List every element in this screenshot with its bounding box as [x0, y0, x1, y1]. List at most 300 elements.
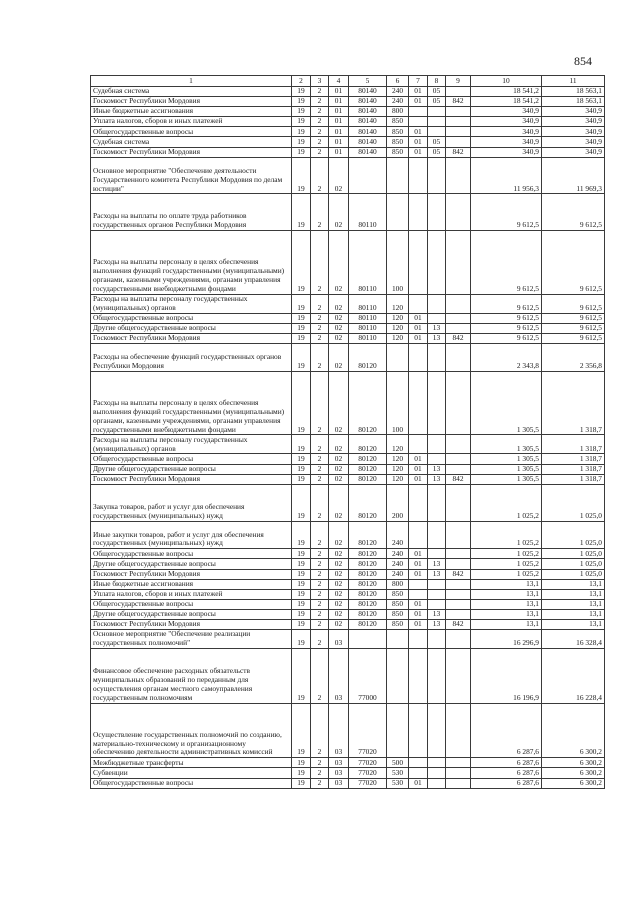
- table-row: [91, 435, 605, 454]
- cell-direction: 80120: [349, 474, 387, 484]
- cell-amount-year-1: 340,9: [471, 147, 542, 157]
- cell-section: 01: [409, 323, 428, 333]
- cell-program: 2: [311, 778, 329, 788]
- cell-grbs: 19: [292, 758, 311, 768]
- cell-description: Расходы на обеспечение функций государственных органов Республики Мордовия: [91, 344, 292, 372]
- cell-department: [446, 609, 471, 619]
- cell-amount-year-1: 340,9: [471, 117, 542, 127]
- cell-department: 842: [446, 147, 471, 157]
- cell-amount-year-2: 2 356,8: [542, 344, 605, 372]
- table-row: [91, 609, 605, 619]
- cell-grbs: 19: [292, 454, 311, 464]
- cell-section: 01: [409, 464, 428, 474]
- cell-subsection: [428, 344, 446, 372]
- cell-direction: [349, 630, 387, 649]
- table-row: [91, 117, 605, 127]
- cell-direction: 80120: [349, 599, 387, 609]
- cell-direction: 80120: [349, 435, 387, 454]
- cell-grbs: 19: [292, 147, 311, 157]
- cell-expense-type: 240: [387, 521, 409, 549]
- cell-section: [409, 344, 428, 372]
- cell-section: [409, 194, 428, 231]
- cell-amount-year-2: 13,1: [542, 599, 605, 609]
- cell-program: 2: [311, 147, 329, 157]
- cell-subprogram: 02: [329, 579, 349, 589]
- table-row: [91, 589, 605, 599]
- cell-direction: 80120: [349, 620, 387, 630]
- cell-expense-type: 240: [387, 87, 409, 97]
- cell-subsection: [428, 117, 446, 127]
- cell-expense-type: 850: [387, 599, 409, 609]
- cell-amount-year-2: 1 318,7: [542, 435, 605, 454]
- cell-description: Основное мероприятие "Обеспечение деятельности Государственного комитета Республики Мордовия по делам юстиции": [91, 157, 292, 194]
- cell-section: [409, 107, 428, 117]
- cell-direction: 80120: [349, 464, 387, 474]
- cell-section: [409, 758, 428, 768]
- cell-section: 01: [409, 147, 428, 157]
- cell-expense-type: [387, 194, 409, 231]
- table-row: [91, 758, 605, 768]
- cell-grbs: 19: [292, 107, 311, 117]
- cell-department: [446, 313, 471, 323]
- cell-direction: 77020: [349, 778, 387, 788]
- cell-program: 2: [311, 313, 329, 323]
- cell-expense-type: [387, 703, 409, 758]
- cell-description: Госкомюст Республики Мордовия: [91, 333, 292, 343]
- cell-amount-year-1: 9 612,5: [471, 313, 542, 323]
- cell-amount-year-1: 9 612,5: [471, 194, 542, 231]
- cell-grbs: 19: [292, 589, 311, 599]
- cell-program: 2: [311, 484, 329, 521]
- cell-section: [409, 649, 428, 704]
- cell-amount-year-2: 9 612,5: [542, 323, 605, 333]
- cell-amount-year-1: 13,1: [471, 579, 542, 589]
- cell-program: 2: [311, 344, 329, 372]
- cell-subsection: [428, 778, 446, 788]
- column-header-grbs: 2: [292, 76, 311, 87]
- cell-subprogram: 02: [329, 333, 349, 343]
- cell-subprogram: 01: [329, 117, 349, 127]
- cell-subsection: [428, 107, 446, 117]
- budget-table: [90, 75, 605, 789]
- cell-program: 2: [311, 107, 329, 117]
- cell-expense-type: [387, 344, 409, 372]
- table-row: [91, 559, 605, 569]
- table-row: [91, 630, 605, 649]
- cell-description: Осуществление государственных полномочий по созданию, материально-техническому и организационному обеспечению деятельности административных комиссий: [91, 703, 292, 758]
- cell-subsection: 13: [428, 559, 446, 569]
- cell-department: [446, 117, 471, 127]
- cell-description: Расходы на выплаты персоналу в целях обеспечения выполнения функций государственными (муниципальными) органами, казенными учреждениями, органами управления государственными внебюджетными фондами: [91, 231, 292, 295]
- cell-program: 2: [311, 549, 329, 559]
- cell-amount-year-2: 6 300,2: [542, 778, 605, 788]
- cell-department: [446, 521, 471, 549]
- cell-description: Другие общегосударственные вопросы: [91, 323, 292, 333]
- cell-amount-year-2: 9 612,5: [542, 313, 605, 323]
- cell-department: [446, 107, 471, 117]
- cell-amount-year-2: 9 612,5: [542, 194, 605, 231]
- cell-subprogram: 03: [329, 778, 349, 788]
- cell-grbs: 19: [292, 484, 311, 521]
- cell-section: 01: [409, 87, 428, 97]
- table-row: [91, 768, 605, 778]
- cell-program: 2: [311, 768, 329, 778]
- cell-subprogram: 03: [329, 758, 349, 768]
- cell-direction: 80110: [349, 313, 387, 323]
- cell-department: [446, 87, 471, 97]
- cell-department: [446, 703, 471, 758]
- cell-department: [446, 294, 471, 313]
- cell-direction: 80120: [349, 609, 387, 619]
- cell-amount-year-2: 340,9: [542, 137, 605, 147]
- cell-description: Общегосударственные вопросы: [91, 549, 292, 559]
- cell-program: 2: [311, 231, 329, 295]
- cell-expense-type: 850: [387, 147, 409, 157]
- cell-description: Субвенции: [91, 768, 292, 778]
- cell-direction: 80120: [349, 559, 387, 569]
- cell-department: [446, 157, 471, 194]
- cell-direction: 80140: [349, 117, 387, 127]
- cell-amount-year-1: 13,1: [471, 620, 542, 630]
- column-header-section: 7: [409, 76, 428, 87]
- cell-section: 01: [409, 333, 428, 343]
- cell-expense-type: 100: [387, 371, 409, 435]
- cell-expense-type: 120: [387, 294, 409, 313]
- cell-amount-year-1: 2 343,8: [471, 344, 542, 372]
- cell-subsection: [428, 703, 446, 758]
- cell-grbs: 19: [292, 768, 311, 778]
- cell-description: Межбюджетные трансферты: [91, 758, 292, 768]
- cell-program: 2: [311, 758, 329, 768]
- cell-amount-year-2: 13,1: [542, 579, 605, 589]
- cell-subsection: [428, 768, 446, 778]
- cell-department: [446, 768, 471, 778]
- cell-program: 2: [311, 589, 329, 599]
- cell-subsection: 13: [428, 464, 446, 474]
- cell-grbs: 19: [292, 313, 311, 323]
- cell-direction: 80110: [349, 333, 387, 343]
- cell-grbs: 19: [292, 609, 311, 619]
- cell-amount-year-1: 9 612,5: [471, 333, 542, 343]
- column-header-program: 3: [311, 76, 329, 87]
- table-row: [91, 294, 605, 313]
- cell-grbs: 19: [292, 97, 311, 107]
- cell-amount-year-1: 13,1: [471, 599, 542, 609]
- cell-program: 2: [311, 464, 329, 474]
- table-row: [91, 147, 605, 157]
- cell-program: 2: [311, 703, 329, 758]
- cell-description: Уплата налогов, сборов и иных платежей: [91, 589, 292, 599]
- cell-grbs: 19: [292, 294, 311, 313]
- table-row: [91, 778, 605, 788]
- cell-description: Закупка товаров, работ и услуг для обеспечения государственных (муниципальных) нужд: [91, 484, 292, 521]
- cell-subprogram: 01: [329, 87, 349, 97]
- cell-description: Госкомюст Республики Мордовия: [91, 620, 292, 630]
- cell-grbs: 19: [292, 117, 311, 127]
- cell-grbs: 19: [292, 157, 311, 194]
- cell-subprogram: 02: [329, 344, 349, 372]
- cell-amount-year-2: 1 025,0: [542, 549, 605, 559]
- column-header-amount-year-2: 11: [542, 76, 605, 87]
- cell-direction: 80140: [349, 107, 387, 117]
- cell-description: Общегосударственные вопросы: [91, 127, 292, 137]
- column-header-amount-year-1: 10: [471, 76, 542, 87]
- cell-amount-year-1: 6 287,6: [471, 778, 542, 788]
- cell-description: Расходы на выплаты персоналу государственных (муниципальных) органов: [91, 435, 292, 454]
- cell-amount-year-1: 6 287,6: [471, 768, 542, 778]
- table-row: [91, 521, 605, 549]
- cell-section: [409, 630, 428, 649]
- cell-amount-year-2: 1 025,0: [542, 559, 605, 569]
- cell-amount-year-1: 18 541,2: [471, 87, 542, 97]
- cell-program: 2: [311, 521, 329, 549]
- cell-amount-year-1: 13,1: [471, 609, 542, 619]
- cell-amount-year-2: 11 969,3: [542, 157, 605, 194]
- cell-subprogram: 03: [329, 768, 349, 778]
- cell-department: [446, 630, 471, 649]
- cell-section: [409, 231, 428, 295]
- cell-direction: 80140: [349, 87, 387, 97]
- table-row: [91, 703, 605, 758]
- column-header-direction: 5: [349, 76, 387, 87]
- cell-amount-year-1: 1 025,2: [471, 549, 542, 559]
- cell-grbs: 19: [292, 569, 311, 579]
- cell-section: 01: [409, 569, 428, 579]
- cell-amount-year-1: 340,9: [471, 127, 542, 137]
- cell-department: [446, 559, 471, 569]
- cell-grbs: 19: [292, 559, 311, 569]
- cell-subsection: [428, 313, 446, 323]
- cell-amount-year-2: 6 300,2: [542, 703, 605, 758]
- cell-expense-type: 120: [387, 474, 409, 484]
- cell-amount-year-1: 11 956,3: [471, 157, 542, 194]
- cell-amount-year-1: 1 025,2: [471, 569, 542, 579]
- cell-description: Общегосударственные вопросы: [91, 454, 292, 464]
- cell-section: [409, 579, 428, 589]
- cell-subprogram: 02: [329, 435, 349, 454]
- cell-subprogram: 02: [329, 294, 349, 313]
- cell-amount-year-1: 340,9: [471, 107, 542, 117]
- cell-subprogram: 02: [329, 231, 349, 295]
- cell-expense-type: 850: [387, 609, 409, 619]
- cell-expense-type: 200: [387, 484, 409, 521]
- cell-amount-year-1: 9 612,5: [471, 323, 542, 333]
- table-row: [91, 579, 605, 589]
- cell-grbs: 19: [292, 474, 311, 484]
- cell-amount-year-2: 9 612,5: [542, 333, 605, 343]
- cell-amount-year-2: 9 612,5: [542, 294, 605, 313]
- cell-section: 01: [409, 454, 428, 464]
- cell-direction: 80110: [349, 294, 387, 313]
- cell-program: 2: [311, 454, 329, 464]
- cell-program: 2: [311, 127, 329, 137]
- cell-section: 01: [409, 778, 428, 788]
- table-row: [91, 107, 605, 117]
- cell-expense-type: [387, 157, 409, 194]
- cell-expense-type: 500: [387, 758, 409, 768]
- cell-amount-year-2: 9 612,5: [542, 231, 605, 295]
- cell-expense-type: [387, 649, 409, 704]
- cell-grbs: 19: [292, 435, 311, 454]
- cell-subprogram: 03: [329, 649, 349, 704]
- cell-direction: 77020: [349, 768, 387, 778]
- table-body: [91, 87, 605, 789]
- cell-subprogram: 02: [329, 454, 349, 464]
- cell-subprogram: 02: [329, 484, 349, 521]
- cell-amount-year-1: 1 305,5: [471, 454, 542, 464]
- cell-amount-year-2: 1 318,7: [542, 371, 605, 435]
- cell-department: 842: [446, 333, 471, 343]
- cell-direction: 80110: [349, 194, 387, 231]
- cell-section: 01: [409, 97, 428, 107]
- cell-program: 2: [311, 194, 329, 231]
- cell-description: Иные бюджетные ассигнования: [91, 107, 292, 117]
- cell-department: [446, 649, 471, 704]
- cell-department: [446, 231, 471, 295]
- cell-subprogram: 01: [329, 127, 349, 137]
- cell-subprogram: 02: [329, 157, 349, 194]
- cell-description: Другие общегосударственные вопросы: [91, 559, 292, 569]
- cell-direction: 80120: [349, 579, 387, 589]
- cell-amount-year-1: 13,1: [471, 589, 542, 599]
- cell-expense-type: 850: [387, 137, 409, 147]
- cell-grbs: 19: [292, 599, 311, 609]
- cell-direction: [349, 157, 387, 194]
- cell-amount-year-1: 1 025,2: [471, 484, 542, 521]
- table-row: [91, 464, 605, 474]
- table-row: [91, 344, 605, 372]
- cell-expense-type: 120: [387, 464, 409, 474]
- cell-amount-year-2: 1 318,7: [542, 474, 605, 484]
- cell-subsection: [428, 579, 446, 589]
- cell-grbs: 19: [292, 333, 311, 343]
- cell-section: 01: [409, 127, 428, 137]
- cell-amount-year-2: 340,9: [542, 127, 605, 137]
- cell-subsection: [428, 758, 446, 768]
- cell-expense-type: 120: [387, 333, 409, 343]
- cell-amount-year-1: 9 612,5: [471, 231, 542, 295]
- cell-subsection: [428, 649, 446, 704]
- column-header-expense-type: 6: [387, 76, 409, 87]
- cell-description: Общегосударственные вопросы: [91, 778, 292, 788]
- cell-subsection: [428, 599, 446, 609]
- cell-subprogram: 01: [329, 147, 349, 157]
- cell-program: 2: [311, 157, 329, 194]
- cell-section: [409, 703, 428, 758]
- cell-description: Госкомюст Республики Мордовия: [91, 147, 292, 157]
- cell-description: Госкомюст Республики Мордовия: [91, 474, 292, 484]
- cell-subsection: 13: [428, 333, 446, 343]
- page-number: 854: [574, 54, 592, 68]
- cell-subprogram: 02: [329, 559, 349, 569]
- cell-direction: 80120: [349, 521, 387, 549]
- cell-amount-year-2: 13,1: [542, 609, 605, 619]
- table-row: [91, 157, 605, 194]
- cell-section: [409, 484, 428, 521]
- cell-department: 842: [446, 569, 471, 579]
- cell-expense-type: 240: [387, 549, 409, 559]
- cell-department: [446, 323, 471, 333]
- table-row: [91, 599, 605, 609]
- cell-grbs: 19: [292, 371, 311, 435]
- cell-expense-type: 850: [387, 589, 409, 599]
- cell-amount-year-1: 16 296,9: [471, 630, 542, 649]
- cell-direction: 80120: [349, 589, 387, 599]
- table-row: [91, 127, 605, 137]
- cell-section: 01: [409, 474, 428, 484]
- cell-description: Финансовое обеспечение расходных обязательств муниципальных образований по переданным для осуществления органам местного самоуправления государственным полномочиям: [91, 649, 292, 704]
- cell-expense-type: 850: [387, 127, 409, 137]
- cell-program: 2: [311, 630, 329, 649]
- cell-subsection: [428, 454, 446, 464]
- cell-section: 01: [409, 549, 428, 559]
- cell-program: 2: [311, 559, 329, 569]
- cell-subsection: 13: [428, 323, 446, 333]
- cell-department: [446, 464, 471, 474]
- cell-description: Общегосударственные вопросы: [91, 599, 292, 609]
- cell-subsection: [428, 371, 446, 435]
- cell-department: 842: [446, 474, 471, 484]
- cell-grbs: 19: [292, 231, 311, 295]
- cell-amount-year-2: 1 318,7: [542, 454, 605, 464]
- cell-department: [446, 454, 471, 464]
- cell-description: Расходы на выплаты персоналу государственных (муниципальных) органов: [91, 294, 292, 313]
- cell-direction: 80120: [349, 371, 387, 435]
- cell-description: Судебная система: [91, 87, 292, 97]
- cell-expense-type: 240: [387, 569, 409, 579]
- cell-grbs: 19: [292, 344, 311, 372]
- cell-section: [409, 589, 428, 599]
- cell-direction: 80110: [349, 231, 387, 295]
- cell-section: 01: [409, 137, 428, 147]
- cell-department: [446, 127, 471, 137]
- cell-program: 2: [311, 649, 329, 704]
- cell-expense-type: 530: [387, 768, 409, 778]
- cell-program: 2: [311, 474, 329, 484]
- cell-subsection: [428, 127, 446, 137]
- cell-program: 2: [311, 620, 329, 630]
- cell-expense-type: 120: [387, 323, 409, 333]
- cell-grbs: 19: [292, 630, 311, 649]
- table-row: [91, 313, 605, 323]
- table-row: [91, 649, 605, 704]
- cell-grbs: 19: [292, 87, 311, 97]
- cell-direction: 80140: [349, 127, 387, 137]
- cell-subprogram: 03: [329, 703, 349, 758]
- cell-subprogram: 02: [329, 589, 349, 599]
- cell-amount-year-1: 1 025,2: [471, 559, 542, 569]
- cell-grbs: 19: [292, 464, 311, 474]
- cell-subprogram: 01: [329, 107, 349, 117]
- cell-description: Госкомюст Республики Мордовия: [91, 569, 292, 579]
- table-row: [91, 194, 605, 231]
- cell-subprogram: 01: [329, 97, 349, 107]
- cell-description: Госкомюст Республики Мордовия: [91, 97, 292, 107]
- cell-amount-year-2: 1 025,0: [542, 484, 605, 521]
- cell-amount-year-1: 1 025,2: [471, 521, 542, 549]
- cell-description: Расходы на выплаты персоналу в целях обеспечения выполнения функций государственными (муниципальными) органами, казенными учреждениями, органами управления государственными внебюджетными фондами: [91, 371, 292, 435]
- cell-amount-year-1: 6 287,6: [471, 703, 542, 758]
- cell-department: [446, 484, 471, 521]
- table-row: [91, 371, 605, 435]
- cell-amount-year-2: 18 563,1: [542, 87, 605, 97]
- cell-subsection: 05: [428, 137, 446, 147]
- table-row: [91, 137, 605, 147]
- table-header-row: [91, 76, 605, 87]
- cell-direction: 80140: [349, 137, 387, 147]
- cell-program: 2: [311, 599, 329, 609]
- cell-department: 842: [446, 97, 471, 107]
